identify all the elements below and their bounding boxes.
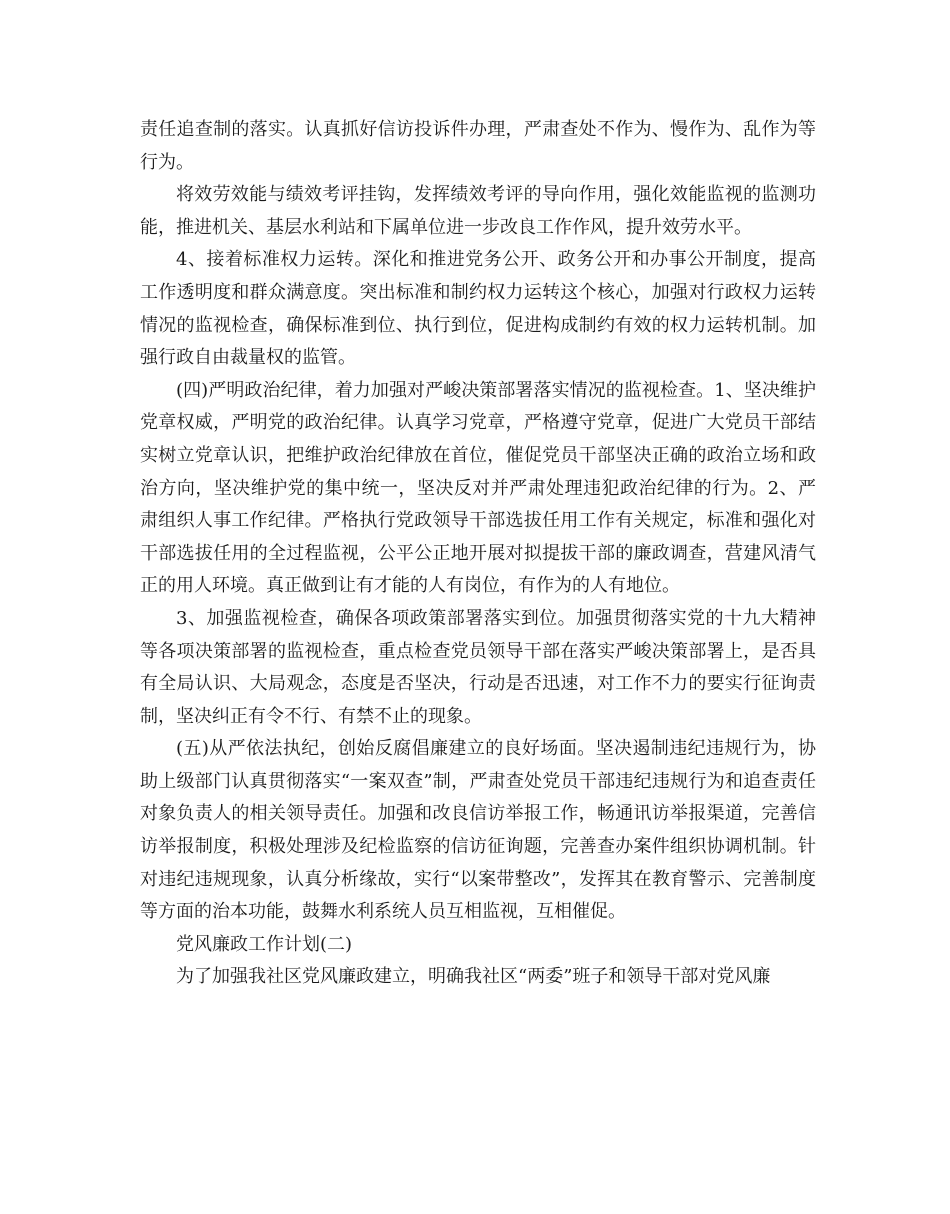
paragraph-5: 3、加强监视检查，确保各项政策部署落实到位。加强贯彻落实党的十九大精神等各项决策部署的监视检查，重点检查党员领导干部在落实严峻决策部署上，是否具有全局认识、大局观念，态度是否坚决，行动是否迅速，对工作不力的要实行征询责制，坚决纠正有令不行、有禁不止的现象。 xyxy=(140,607,816,727)
paragraph-7: 为了加强我社区党风廉政建立，明确我社区“两委”班子和领导干部对党风廉 xyxy=(176,966,771,988)
paragraph-3: 4、接着标准权力运转。深化和推进党务公开、政务公开和办事公开制度，提高工作透明度和群众满意度。突出标准和制约权力运转这个核心，加强对行政权力运转情况的监视检查，确保标准到位、执行到位，促进构成制约有效的权力运转机制。加强行政自由裁量权的监管。 xyxy=(140,249,816,369)
section-heading: 党风廉政工作计划(二) xyxy=(176,933,353,955)
paragraph-6: (五)从严依法执纪，创始反腐倡廉建立的良好场面。坚决遏制违纪违规行为，协助上级部门认真贯彻落实“一案双查”制，严肃查处党员干部违纪违规行为和追查责任对象负责人的相关领导责任。加强和改良信访举报工作，畅通讯访举报渠道，完善信访举报制度，积极处理涉及纪检监察的信访征询题，完善查办案件组织协调机制。针对违纪违规现象，认真分析缘故，实行“以案带整改”，发挥其在教育警示、完善制度等方面的治本功能，鼓舞水利系统人员互相监视，互相催促。 xyxy=(140,738,816,923)
paragraph-4: (四)严明政治纪律，着力加强对严峻决策部署落实情况的监视检查。1、坚决维护党章权威，严明党的政治纪律。认真学习党章，严格遵守党章，促进广大党员干部结实树立党章认识，把维护政治纪律放在首位，催促党员干部坚决正确的政治立场和政治方向，坚决维护党的集中统一，坚决反对并严肃处理违犯政治纪律的行为。2、严肃组织人事工作纪律。严格执行党政领导干部选拔任用工作有关规定，标准和强化对干部选拔任用的全过程监视，公平公正地开展对拟提拔干部的廉政调查，营建风清气正的用人环境。真正做到让有才能的人有岗位，有作为的人有地位。 xyxy=(140,379,816,597)
paragraph-2: 将效劳效能与绩效考评挂钩，发挥绩效考评的导向作用，强化效能监视的监测功能，推进机关、基层水利站和下属单位进一步改良工作作风，提升效劳水平。 xyxy=(140,184,816,238)
paragraph-1: 责任追查制的落实。认真抓好信访投诉件办理，严肃查处不作为、慢作为、乱作为等行为。 xyxy=(140,119,816,173)
document-body xyxy=(140,114,816,994)
